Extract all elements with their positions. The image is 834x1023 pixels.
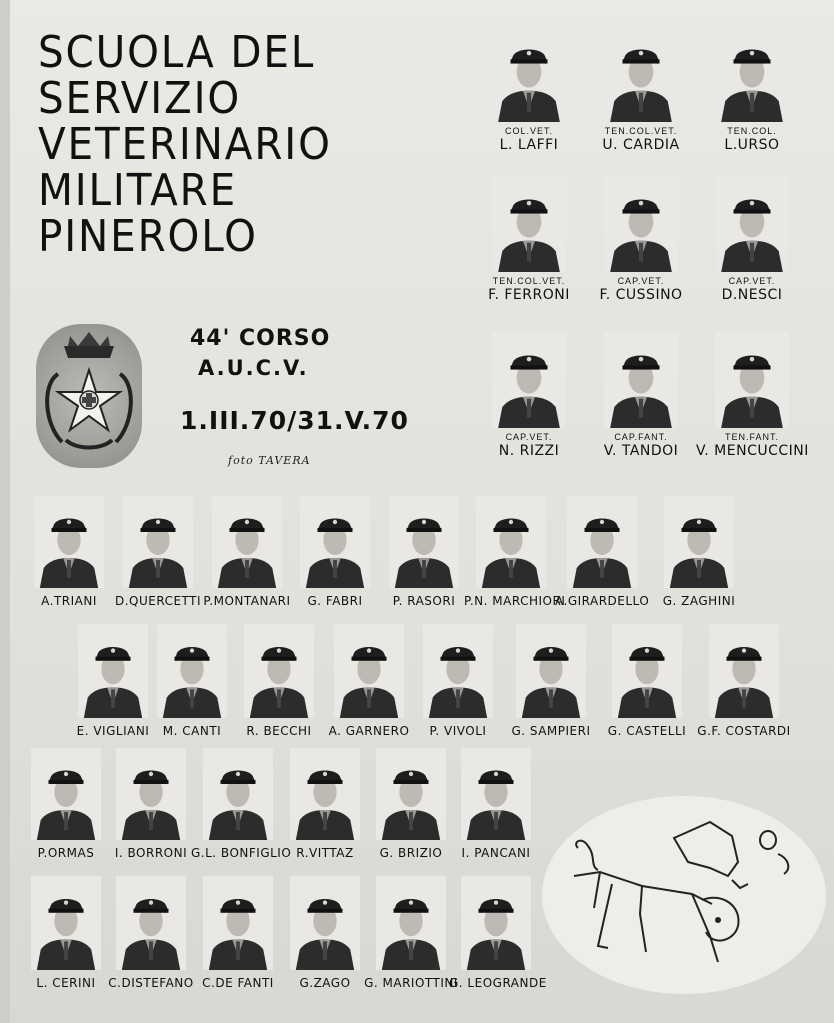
board-edge bbox=[0, 0, 10, 1023]
student-name: A.TRIANI bbox=[41, 594, 97, 608]
portrait-photo bbox=[31, 876, 101, 970]
student-name: A.GIRARDELLO bbox=[555, 594, 650, 608]
officer-rank: COL.VET. bbox=[504, 126, 553, 136]
portrait-photo bbox=[492, 332, 566, 428]
officer-rank: CAP.VET. bbox=[505, 432, 553, 442]
student-name: M. CANTI bbox=[162, 724, 222, 738]
portrait-photo bbox=[78, 624, 148, 718]
student-name: P. RASORI bbox=[392, 594, 456, 608]
portrait-photo bbox=[567, 496, 637, 588]
course-acronym: A.U.C.V. bbox=[198, 356, 309, 380]
officer-name: F. FERRONI bbox=[488, 287, 570, 303]
student-name: G. SAMPIERI bbox=[511, 724, 591, 738]
officer-name: L. LAFFI bbox=[499, 137, 559, 153]
officer-name: L.URSO bbox=[724, 137, 780, 153]
student-name: L. CERINI bbox=[36, 976, 96, 990]
portrait-photo bbox=[516, 624, 586, 718]
portrait-photo bbox=[604, 176, 678, 272]
portrait-photo bbox=[423, 624, 493, 718]
portrait-photo bbox=[123, 496, 193, 588]
student-name: G. CASTELLI bbox=[607, 724, 687, 738]
officer-name: F. CUSSINO bbox=[599, 287, 683, 303]
portrait-photo bbox=[715, 332, 789, 428]
officer-name: U. CARDIA bbox=[602, 137, 680, 153]
student-name: G.L. BONFIGLIO bbox=[191, 846, 292, 860]
student-name: G. FABRI bbox=[307, 594, 363, 608]
portrait-photo bbox=[461, 876, 531, 970]
portrait-photo bbox=[334, 624, 404, 718]
portrait-photo bbox=[34, 496, 104, 588]
student-name: P. VIVOLI bbox=[429, 724, 487, 738]
portrait-photo bbox=[604, 332, 678, 428]
officer-rank: TEN.COL.VET. bbox=[492, 276, 566, 286]
title-line-3: VETERINARIO bbox=[38, 119, 332, 170]
officer-name: N. RIZZI bbox=[498, 443, 560, 459]
title-line-4: MILITARE bbox=[38, 165, 238, 216]
school-title bbox=[38, 27, 438, 262]
portrait-photo bbox=[476, 496, 546, 588]
portrait-photo bbox=[300, 496, 370, 588]
cartoon-drawing bbox=[542, 796, 826, 994]
portrait-photo bbox=[203, 876, 273, 970]
portrait-photo bbox=[116, 876, 186, 970]
officer-rank: CAP.VET. bbox=[617, 276, 665, 286]
veterinary-corps-emblem bbox=[36, 324, 142, 468]
portrait-photo bbox=[290, 876, 360, 970]
portrait-photo bbox=[116, 748, 186, 840]
student-name: R.VITTAZ bbox=[296, 846, 354, 860]
student-name: E. VIGLIANI bbox=[76, 724, 150, 738]
officer-rank: CAP.VET. bbox=[728, 276, 776, 286]
student-name: R. BECCHI bbox=[246, 724, 312, 738]
portrait-photo bbox=[612, 624, 682, 718]
student-name: G. MARIOTTINI bbox=[364, 976, 458, 990]
officer-name: V. TANDOI bbox=[603, 443, 679, 459]
course-dates: 1.III.70/31.V.70 bbox=[180, 406, 409, 435]
officer-name: V. MENCUCCINI bbox=[696, 443, 809, 459]
course-number: 44' CORSO bbox=[190, 326, 331, 351]
officer-rank: TEN.COL. bbox=[727, 126, 777, 136]
portrait-photo bbox=[376, 748, 446, 840]
student-name: G. LEOGRANDE bbox=[449, 976, 547, 990]
student-name: C.DISTEFANO bbox=[108, 976, 194, 990]
officer-rank: TEN.FANT. bbox=[724, 432, 779, 442]
officer-name: D.NESCI bbox=[721, 287, 783, 303]
portrait-photo bbox=[212, 496, 282, 588]
portrait-photo bbox=[709, 624, 779, 718]
portrait-photo bbox=[31, 748, 101, 840]
student-name: P.ORMAS bbox=[37, 846, 95, 860]
officer-rank: CAP.FANT. bbox=[614, 432, 668, 442]
portrait-photo bbox=[290, 748, 360, 840]
portrait-photo bbox=[376, 876, 446, 970]
portrait-photo bbox=[604, 26, 678, 122]
portrait-photo bbox=[157, 624, 227, 718]
portrait-photo bbox=[715, 26, 789, 122]
student-name: P.MONTANARI bbox=[203, 594, 291, 608]
student-name: G.F. COSTARDI bbox=[697, 724, 791, 738]
student-name: A. GARNERO bbox=[328, 724, 410, 738]
student-name: G. BRIZIO bbox=[379, 846, 443, 860]
portrait-photo bbox=[492, 176, 566, 272]
student-name: G.ZAGO bbox=[299, 976, 351, 990]
portrait-photo bbox=[715, 176, 789, 272]
portrait-photo bbox=[461, 748, 531, 840]
photo-credit: foto TAVERA bbox=[228, 454, 311, 467]
title-line-1: SCUOLA DEL bbox=[38, 27, 316, 78]
portrait-photo bbox=[244, 624, 314, 718]
student-name: P.N. MARCHIORI bbox=[464, 594, 566, 608]
student-name: I. PANCANI bbox=[461, 846, 531, 860]
portrait-photo bbox=[664, 496, 734, 588]
title-line-5: PINEROLO bbox=[38, 211, 258, 262]
officer-rank: TEN.COL.VET. bbox=[604, 126, 678, 136]
portrait-photo bbox=[203, 748, 273, 840]
student-name: D.QUERCETTI bbox=[114, 594, 202, 608]
portrait-photo bbox=[389, 496, 459, 588]
title-line-2: SERVIZIO bbox=[38, 73, 242, 124]
student-name: C.DE FANTI bbox=[202, 976, 274, 990]
portrait-photo bbox=[492, 26, 566, 122]
student-name: G. ZAGHINI bbox=[662, 594, 736, 608]
student-name: I. BORRONI bbox=[114, 846, 188, 860]
